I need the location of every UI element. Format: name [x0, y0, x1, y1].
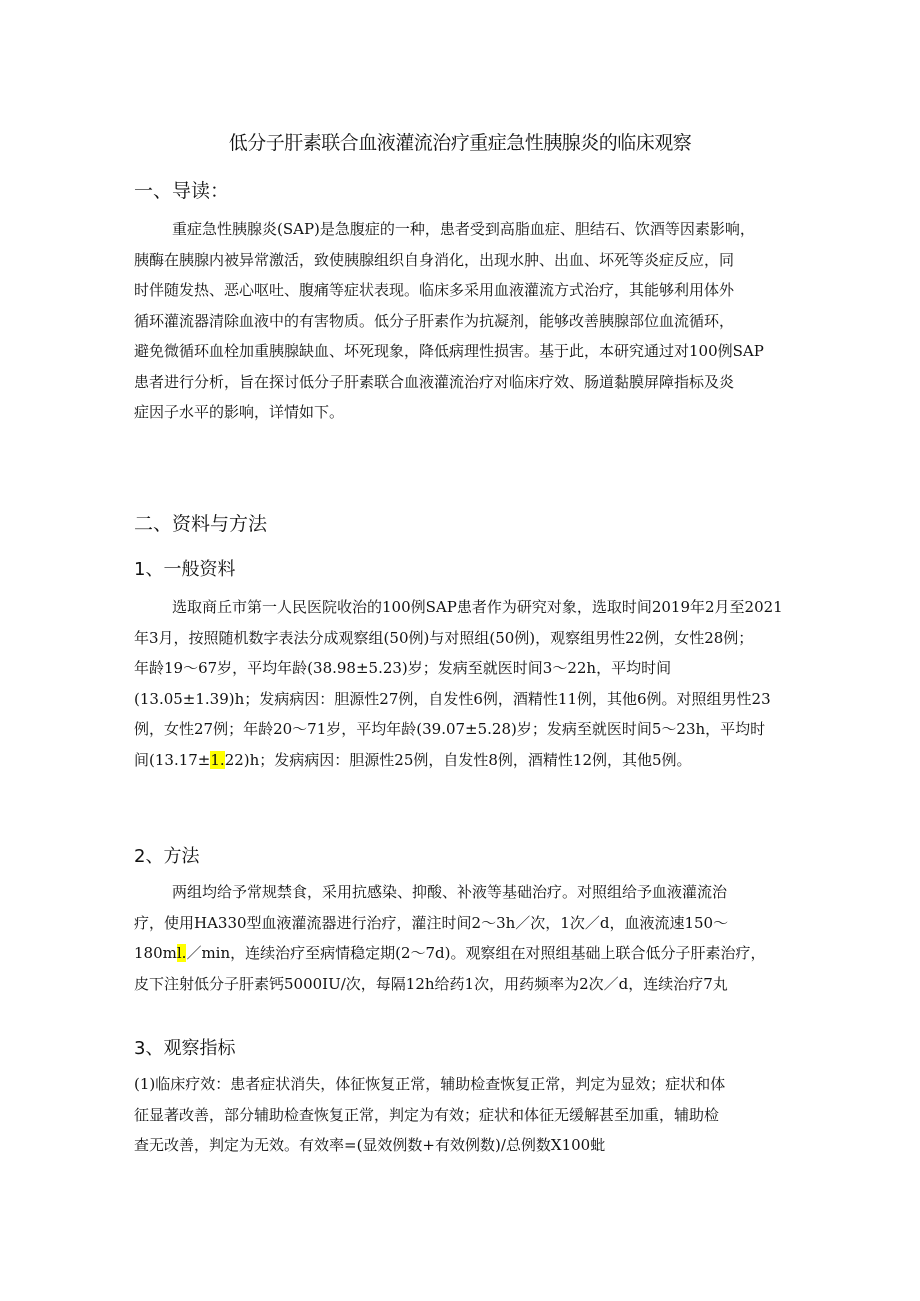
- paragraph-line: 选取商丘市第一人民医院收治的100例SAP患者作为研究对象，选取时间2019年2月至2021: [172, 598, 783, 616]
- line-text: 间(13.17±: [134, 750, 211, 769]
- paragraph-line: 年龄19～67岁，平均年龄(38.98±5.23)岁；发病至就医时间3～22h，平均时间: [134, 659, 672, 677]
- paragraph-line: (13.05±1.39)h；发病病因：胆源性27例，自发性6例，酒精性11例，其他6例。对照组男性23: [134, 689, 771, 708]
- paragraph-line: 疗，使用HA330型血液灌流器进行治疗，灌注时间2～3h／次，1次／d，血液流速150～: [134, 913, 729, 932]
- line-text: 180m: [134, 944, 177, 962]
- paragraph-line: 征显著改善，部分辅助检查恢复正常，判定为有效；症状和体征无缓解甚至加重，辅助检: [134, 1105, 720, 1124]
- subsection-heading-general-data: 1、一般资料: [134, 559, 236, 580]
- paragraph-line: [134, 938, 810, 969]
- section-heading-materials-methods: 二、资料与方法: [134, 513, 268, 535]
- line-text: 22)h；发病病因：胆源性25例，自发性8例，酒精性12例，其他5例。: [224, 750, 692, 769]
- intro-paragraph: [134, 214, 810, 428]
- paragraph-line: 年3月，按照随机数字表法分成观察组(50例)与对照组(50例)，观察组男性22例，女性28例；: [134, 628, 754, 647]
- paragraph-line: 循环灌流器清除血液中的有害物质。低分子肝素作为抗凝剂，能够改善胰腺部位血流循环，: [134, 311, 735, 330]
- paragraph-line: 胰酶在胰腺内被异常激活，致使胰腺组织自身消化，出现水肿、出血、坏死等炎症反应，同: [134, 250, 735, 269]
- line-text: ／min，连续治疗至病情稳定期(2～7d)。观察组在对照组基础上联合低分子肝素治疗，: [186, 944, 766, 962]
- paragraph-line: 时伴随发热、恶心呕吐、腹痛等症状表现。临床多采用血液灌流方式治疗，其能够利用体外: [134, 281, 735, 299]
- methods-paragraph: [134, 877, 810, 999]
- paragraph-line: 症因子水平的影响，详情如下。: [134, 403, 345, 421]
- paragraph-line: 两组均给予常规禁食，采用抗感染、抑酸、补液等基础治疗。对照组给予血液灌流治: [172, 883, 728, 901]
- highlighted-text: l.: [176, 944, 187, 962]
- paragraph-line: [134, 745, 810, 776]
- section-heading-intro: 一、导读：: [134, 180, 230, 202]
- paragraph-line: 避免微循环血栓加重胰腺缺血、坏死现象，降低病理性损害。基于此，本研究通过对100例SAP: [134, 342, 764, 360]
- paragraph-line: (1)临床疗效：患者症状消失，体征恢复正常，辅助检查恢复正常，判定为显效；症状和体: [134, 1075, 726, 1093]
- highlighted-text: 1.: [210, 750, 225, 769]
- document-title: 低分子肝素联合血液灌流治疗重症急性胰腺炎的临床观察: [228, 132, 692, 154]
- subsection-heading-observation-indicators: 3、观察指标: [134, 1038, 236, 1059]
- observation-indicators-paragraph: [134, 1069, 810, 1161]
- paragraph-line: 重症急性胰腺炎(SAP)是急腹症的一种，患者受到高脂血症、胆结石、饮酒等因素影响，: [172, 220, 755, 238]
- general-data-paragraph: [134, 592, 810, 775]
- subsection-heading-methods: 2、方法: [134, 846, 200, 867]
- paragraph-line: 例，女性27例；年龄20～71岁，平均年龄(39.07±5.28)岁；发病至就医时间5～23h，平均时: [134, 720, 766, 738]
- paragraph-line: 患者进行分析，旨在探讨低分子肝素联合血液灌流治疗对临床疗效、肠道黏膜屏障指标及炎: [134, 372, 735, 391]
- paragraph-line: 皮下注射低分子肝素钙5000IU/次，每隔12h给药1次，用药频率为2次／d，连续治疗7丸: [134, 974, 728, 993]
- paragraph-line: 查无改善，判定为无效。有效率=(显效例数+有效例数)/总例数X100蚍: [134, 1136, 606, 1154]
